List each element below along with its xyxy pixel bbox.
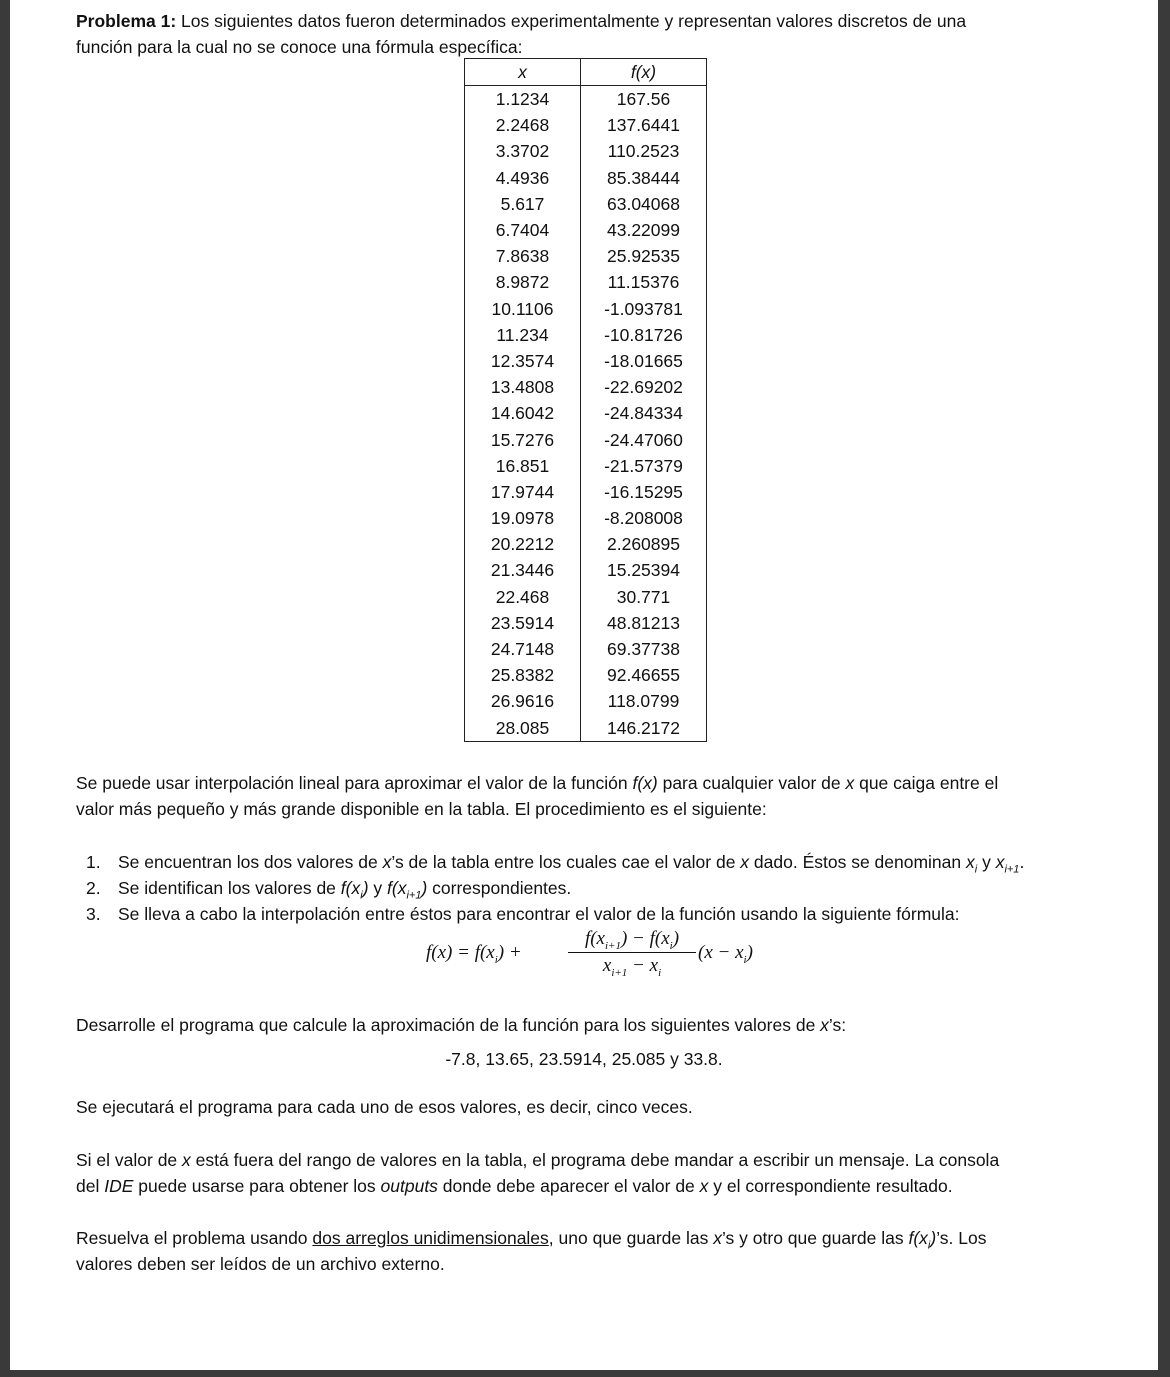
cell-x: 23.5914	[465, 610, 581, 636]
table-row	[465, 138, 707, 164]
cell-fx: 30.771	[581, 584, 707, 610]
document-page	[10, 0, 1158, 1370]
interp-paragraph	[76, 770, 1096, 822]
table-row	[465, 269, 707, 295]
range-line-2: del IDE puede usarse para obtener los outputs donde debe aparecer el valor de x y el correspondiente resultado.	[76, 1176, 953, 1196]
table-row	[465, 374, 707, 400]
cell-fx: 110.2523	[581, 138, 707, 164]
cell-x: 14.6042	[465, 400, 581, 426]
step-2: 2. Se identifican los valores de $f(x_i)$ y $f(x_{i+1})$ correspondientes.	[86, 878, 572, 902]
cell-x: 6.7404	[465, 217, 581, 243]
step-3: 3. Se lleva a cabo la interpolación entre éstos para encontrar el valor de la función usando la siguiente fórmula:	[86, 904, 960, 924]
table-row	[465, 191, 707, 217]
cell-x: 12.3574	[465, 348, 581, 374]
cell-x: 1.1234	[465, 86, 581, 113]
cell-x: 4.4936	[465, 165, 581, 191]
cell-x: 11.234	[465, 322, 581, 348]
cell-fx: 2.260895	[581, 531, 707, 557]
table-row	[465, 426, 707, 452]
table-row	[465, 715, 707, 742]
intro-line-1: Problema 1: Los siguientes datos fueron determinados experimentalmente y representan valores discretos de una	[76, 11, 967, 31]
develop-line: Desarrolle el programa que calcule la aproximación de la función para los siguientes valores de x’s:	[76, 1015, 847, 1035]
formula-denominator: $x_{i+1} - x_i$	[602, 955, 662, 979]
cell-fx: 118.0799	[581, 688, 707, 714]
table-row	[465, 400, 707, 426]
steps-list	[76, 849, 1096, 927]
intro-line-2: función para la cual no se conoce una fórmula específica:	[76, 37, 523, 57]
values-list: -7.8, 13.65, 23.5914, 25.085 y 33.8.	[445, 1049, 723, 1069]
cell-x: 8.9872	[465, 269, 581, 295]
cell-fx: 69.37738	[581, 636, 707, 662]
cell-fx: 11.15376	[581, 269, 707, 295]
cell-fx: 137.6441	[581, 112, 707, 138]
cell-fx: -21.57379	[581, 453, 707, 479]
range-line-1: Si el valor de x está fuera del rango de valores en la tabla, el programa debe mandar a escribir un mensaje. La consola	[76, 1150, 1000, 1170]
table-row	[465, 322, 707, 348]
formula-rhs: $(x - x_i)$	[698, 942, 753, 966]
table-row	[465, 453, 707, 479]
header-fx: f(x)	[581, 59, 707, 86]
table-row	[465, 165, 707, 191]
cell-fx: -1.093781	[581, 296, 707, 322]
cell-fx: -24.84334	[581, 400, 707, 426]
cell-fx: 48.81213	[581, 610, 707, 636]
cell-fx: 146.2172	[581, 715, 707, 742]
cell-fx: 167.56	[581, 86, 707, 113]
cell-x: 21.3446	[465, 557, 581, 583]
develop-paragraph	[76, 1012, 1096, 1038]
cell-fx: 25.92535	[581, 243, 707, 269]
data-table	[464, 58, 707, 742]
cell-x: 26.9616	[465, 688, 581, 714]
cell-x: 3.3702	[465, 138, 581, 164]
cell-x: 2.2468	[465, 112, 581, 138]
cell-fx: 92.46655	[581, 662, 707, 688]
table-body	[465, 86, 707, 742]
cell-x: 5.617	[465, 191, 581, 217]
cell-x: 16.851	[465, 453, 581, 479]
problem-title: Problema 1:	[76, 11, 177, 31]
cell-x: 22.468	[465, 584, 581, 610]
table-row	[465, 296, 707, 322]
cell-x: 17.9744	[465, 479, 581, 505]
cell-fx: 15.25394	[581, 557, 707, 583]
cell-fx: -10.81726	[581, 322, 707, 348]
cell-fx: 43.22099	[581, 217, 707, 243]
cell-x: 10.1106	[465, 296, 581, 322]
cell-x: 15.7276	[465, 426, 581, 452]
cell-x: 25.8382	[465, 662, 581, 688]
table-row	[465, 610, 707, 636]
table-row	[465, 584, 707, 610]
cell-fx: -24.47060	[581, 426, 707, 452]
cell-fx: -22.69202	[581, 374, 707, 400]
arrays-paragraph	[76, 1225, 1096, 1277]
formula-lhs: $f(x) = f(x_i)$ +	[426, 942, 522, 966]
interp-line-1: Se puede usar interpolación lineal para aproximar el valor de la función f(x) para cualquier valor de x que caiga entre el	[76, 773, 999, 793]
cell-fx: -8.208008	[581, 505, 707, 531]
cell-x: 13.4808	[465, 374, 581, 400]
interp-line-2: valor más pequeño y más grande disponible en la tabla. El procedimiento es el siguiente:	[76, 799, 767, 819]
cell-x: 24.7148	[465, 636, 581, 662]
formula-numerator: $f(x_{i+1}) - f(x_i)$	[568, 928, 696, 953]
header-x: x	[465, 59, 581, 86]
problem-intro	[76, 8, 1096, 60]
arrays-line-1: Resuelva el problema usando dos arreglos unidimensionales, uno que guarde las x’s y otro que guarde las $f(x_i)’s$. Los	[76, 1228, 987, 1252]
table-row	[465, 636, 707, 662]
table-row	[465, 348, 707, 374]
step-1: 1. Se encuentran los dos valores de x’s de la tabla entre los cuales cae el valor de x dado. Éstos se denominan $x_i$ y $x_{i+1}$.	[86, 852, 1025, 876]
range-paragraph	[76, 1147, 1096, 1199]
table-row	[465, 662, 707, 688]
cell-x: 20.2212	[465, 531, 581, 557]
table-row	[465, 479, 707, 505]
table-row	[465, 86, 707, 113]
formula-fraction	[568, 928, 696, 977]
cell-x: 19.0978	[465, 505, 581, 531]
table-row	[465, 688, 707, 714]
cell-fx: 63.04068	[581, 191, 707, 217]
table-header-row	[465, 59, 707, 86]
cell-x: 28.085	[465, 715, 581, 742]
cell-fx: -18.01665	[581, 348, 707, 374]
cell-fx: 85.38444	[581, 165, 707, 191]
cell-x: 7.8638	[465, 243, 581, 269]
table-row	[465, 217, 707, 243]
cell-fx: -16.15295	[581, 479, 707, 505]
interpolation-formula	[426, 926, 786, 986]
table-row	[465, 557, 707, 583]
arrays-line-2: valores deben ser leídos de un archivo externo.	[76, 1254, 445, 1274]
table-row	[465, 505, 707, 531]
table-row	[465, 112, 707, 138]
run-paragraph: Se ejecutará el programa para cada uno de esos valores, es decir, cinco veces.	[76, 1097, 693, 1117]
table-row	[465, 243, 707, 269]
table-row	[465, 531, 707, 557]
